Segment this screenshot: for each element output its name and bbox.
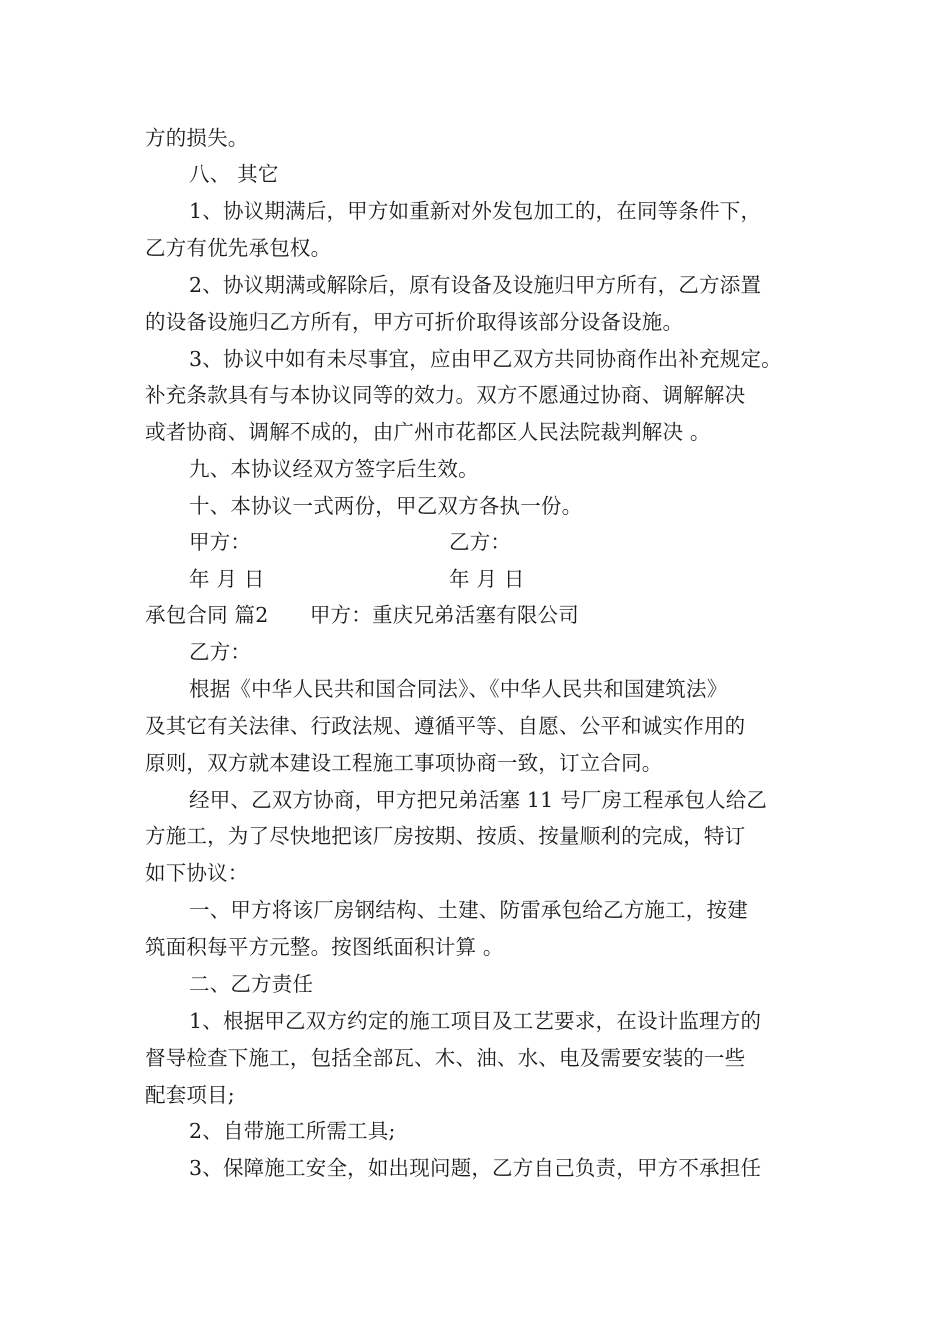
party-b-signature-label: 乙方： (449, 530, 512, 554)
paragraph-line: 1、协议期满后，甲方如重新对外发包加工的，在同等条件下， (189, 199, 762, 223)
section-heading: 二、乙方责任 (189, 972, 314, 996)
paragraph-line: 十、本协议一式两份，甲乙双方各执一份。 (189, 494, 583, 518)
paragraph-line: 及其它有关法律、行政法规、遵循平等、自愿、公平和诚实作用的 (145, 714, 746, 738)
paragraph-line: 的设备设施归乙方所有，甲方可折价取得该部分设备设施。 (145, 310, 684, 334)
paragraph-line: 3、协议中如有未尽事宜，应由甲乙双方共同协商作出补充规定。 (189, 347, 782, 371)
paragraph-line: 根据《中华人民共和国合同法》、《中华人民共和国建筑法》 (189, 677, 728, 701)
paragraph-line: 如下协议： (145, 861, 249, 885)
paragraph-line: 督导检查下施工，包括全部瓦、木、油、水、电及需要安装的一些 (145, 1046, 746, 1070)
party-a-date: 年 月 日 (189, 567, 265, 591)
section-heading: 八、 其它 (189, 162, 279, 186)
paragraph-line: 或者协商、调解不成的，由广州市花都区人民法院裁判解决 。 (145, 420, 711, 444)
paragraph-line: 1、根据甲乙双方约定的施工项目及工艺要求，在设计监理方的 (189, 1009, 762, 1033)
paragraph-line: 原则，双方就本建设工程施工事项协商一致，订立合同。 (145, 751, 663, 775)
paragraph-line: 方施工，为了尽快地把该厂房按期、按质、按量顺利的完成，特订 (145, 824, 746, 848)
paragraph-line: 九、本协议经双方签字后生效。 (189, 457, 479, 481)
paragraph-line: 配套项目; (145, 1083, 235, 1107)
paragraph-line: 方的损失。 (145, 126, 249, 150)
paragraph-line: 筑面积每平方元整。按图纸面积计算 。 (145, 935, 504, 959)
paragraph-line: 乙方有优先承包权。 (145, 236, 332, 260)
party-a-signature-label: 甲方： (189, 530, 252, 554)
paragraph-line: 补充条款具有与本协议同等的效力。双方不愿通过协商、调解解决 (145, 383, 746, 407)
paragraph-line: 2、协议期满或解除后，原有设备及设施归甲方所有，乙方添置 (189, 273, 762, 297)
paragraph-line: 2、自带施工所需工具; (189, 1119, 396, 1143)
party-b-date: 年 月 日 (449, 567, 525, 591)
party-b-label: 乙方： (189, 640, 252, 664)
contract-title: 承包合同 篇2 甲方：重庆兄弟活塞有限公司 (145, 603, 579, 627)
paragraph-line: 3、保障施工安全，如出现问题，乙方自己负责，甲方不承担任 (189, 1156, 762, 1180)
paragraph-line: 一、甲方将该厂房钢结构、土建、防雷承包给乙方施工，按建 (189, 898, 748, 922)
paragraph-line: 经甲、乙双方协商，甲方把兄弟活塞 11 号厂房工程承包人给乙 (189, 788, 768, 812)
